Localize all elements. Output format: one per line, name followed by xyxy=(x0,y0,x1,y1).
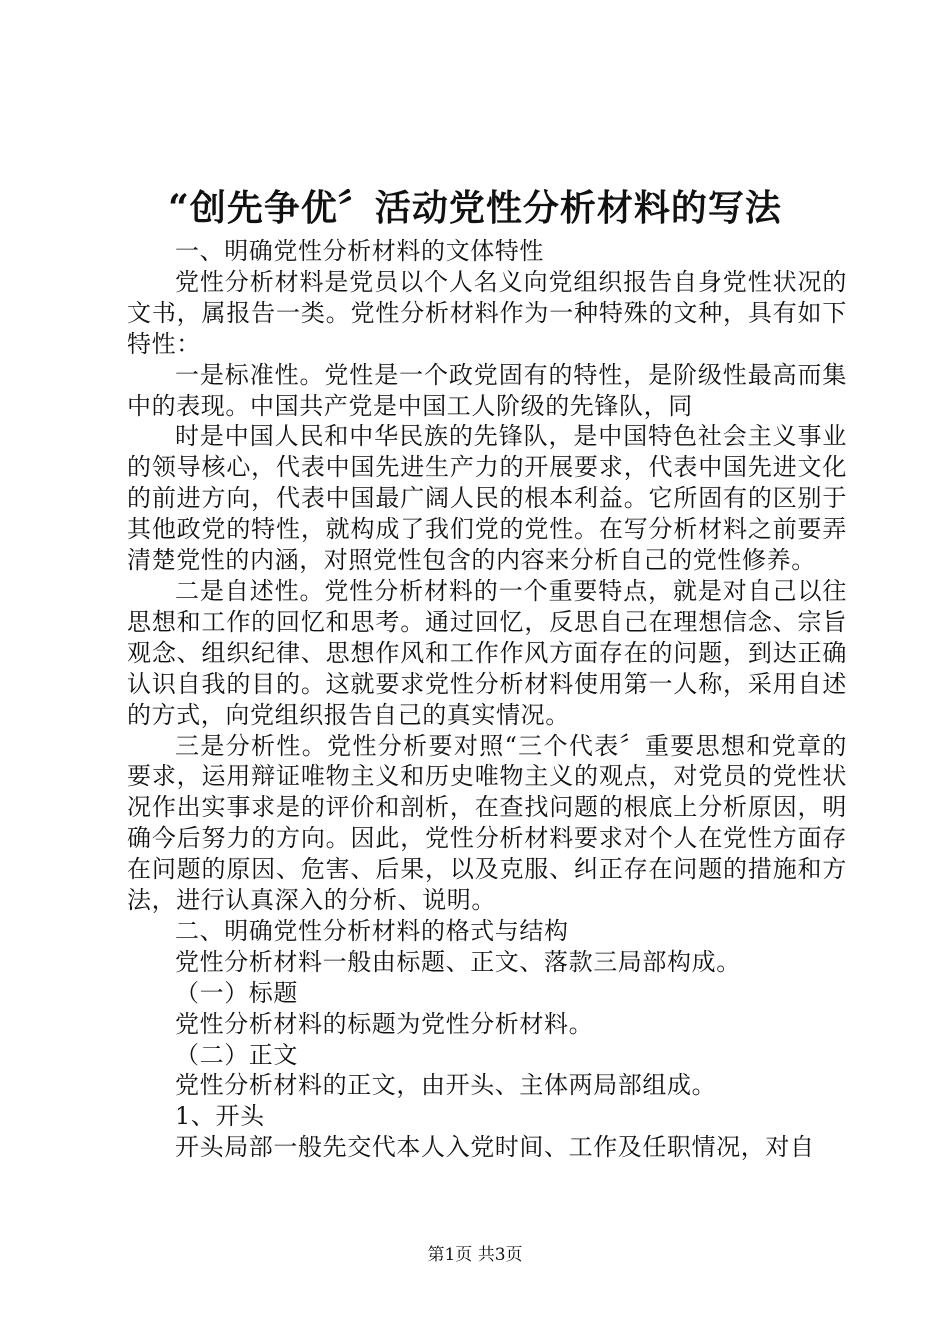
page-number: 第1页 共3页 xyxy=(427,1245,523,1265)
subsection-heading: 1、开头 xyxy=(175,1102,265,1131)
body-paragraph: 三是分析性。党性分析要对照“三个代表〞重要思想和党章的要求，运用辩证唯物主义和历史唯物主义的观点，对党员的党性状况作出实事求是的评价和剖析，在查找问题的根底上分析原因，明确今后努力的方向。因此，党性分析材料要求对个人在党性方面存在问题的原因、危害、后果，以及克服、纠正存在问题的措施和方法，进行认真深入的分析、说明。 xyxy=(127,731,847,915)
subsection-heading: （一）标题 xyxy=(175,978,298,1007)
body-paragraph: 党性分析材料是党员以个人名义向党组织报告自身党性状况的文书，属报告一类。党性分析材料作为一种特殊的文种，具有如下特性： xyxy=(127,267,847,358)
document-body xyxy=(127,236,847,1163)
body-paragraph: 党性分析材料一般由标题、正文、落款三局部构成。 xyxy=(175,947,741,976)
body-paragraph: 一是标准性。党性是一个政党固有的特性，是阶级性最高而集中的表现。中国共产党是中国工人阶级的先锋队，同 xyxy=(127,360,847,420)
body-paragraph: 党性分析材料的正文，由开头、主体两局部组成。 xyxy=(175,1071,717,1100)
section-heading: 一、明确党性分析材料的文体特性 xyxy=(175,237,544,265)
body-paragraph: 时是中国人民和中华民族的先锋队，是中国特色社会主义事业的领导核心，代表中国先进生产力的开展要求，代表中国先进文化的前进方向，代表中国最广阔人民的根本利益。它所固有的区别于其他政党的特性，就构成了我们党的党性。在写分析材料之前要弄清楚党性的内涵，对照党性包含的内容来分析自己的党性修养。 xyxy=(127,422,847,575)
subsection-heading: （二）正文 xyxy=(175,1040,298,1069)
body-paragraph: 二是自述性。党性分析材料的一个重要特点，就是对自己以往思想和工作的回忆和思考。通过回忆，反思自己在理想信念、宗旨观念、组织纪律、思想作风和工作作风方面存在的问题，到达正确认识自我的目的。这就要求党性分析材料使用第一人称，采用自述的方式，向党组织报告自己的真实情况。 xyxy=(127,576,847,729)
body-paragraph: 开头局部一般先交代本人入党时间、工作及任职情况，对自 xyxy=(175,1133,815,1162)
body-paragraph: 党性分析材料的标题为党性分析材料。 xyxy=(175,1009,594,1038)
section-heading: 二、明确党性分析材料的格式与结构 xyxy=(175,916,569,945)
document-title: “创先争优〞活动党性分析材料的写法 xyxy=(168,187,782,229)
